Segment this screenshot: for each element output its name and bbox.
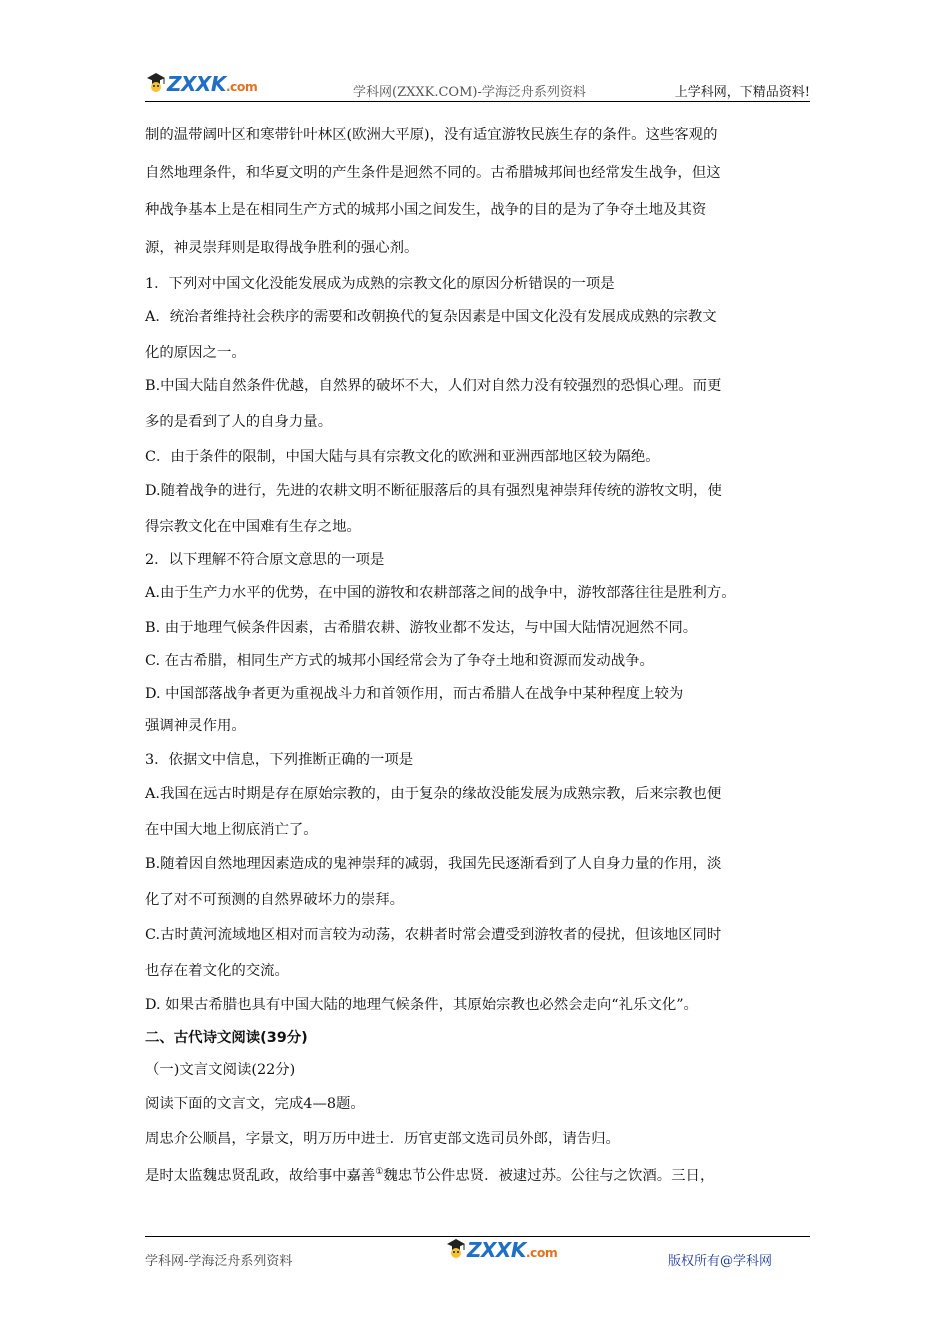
option-3a: A.我国在远古时期是存在原始宗教的，由于复杂的缘故没能发展为成熟宗教，后来宗教也便 [145,786,722,802]
page-header [145,64,810,100]
logo-suffix: .com [525,1245,558,1260]
option-3d: D. 如果古希腊也具有中国大陆的地理气候条件，其原始宗教也必然会走向“礼乐文化”。 [145,997,698,1013]
text-segment: 魏忠节公件忠贤．被逮过苏。公往与之饮酒。三日， [383,1167,715,1184]
footer-copyright: 版权所有@学科网 [668,1254,773,1269]
logo-suffix: .com [225,79,258,94]
header-slogan: 上学科网，下精品资料! [674,85,810,100]
text-segment: 是时太监魏忠贤乱政，故给事中嘉善 [145,1167,376,1184]
option-1b: B.中国大陆自然条件优越，自然界的破坏不大，人们对自然力没有较强烈的恐惧心理。而更 [145,378,722,394]
option-2a: A.由于生产力水平的优势，在中国的游牧和农耕部落之间的战争中，游牧部落往往是胜利方。 [145,585,736,601]
option-3b-cont: 化了对不可预测的自然界破坏力的崇拜。 [145,892,405,908]
zxxk-logo [145,70,257,94]
reading-instruction: 阅读下面的文言文，完成4—8题。 [145,1096,365,1112]
option-3c: C.古时黄河流域地区相对而言较为动荡，农耕者时常会遭受到游牧者的侵扰，但该地区同时 [145,927,722,943]
question-1: 1．下列对中国文化没能发展成为成熟的宗教文化的原因分析错误的一项是 [145,276,615,292]
option-1b-cont: 多的是看到了人的自身力量。 [145,414,333,430]
text-line: 种战争基本上是在相同生产方式的城邦小国之间发生，战争的目的是为了争夺土地及其资 [145,202,707,218]
text-line: 源，神灵崇拜则是取得战争胜利的强心剂。 [145,240,419,256]
option-3c-cont: 也存在着文化的交流。 [145,963,289,979]
graduation-cap-icon [145,70,167,94]
footer-zxxk-logo [445,1236,557,1260]
option-3b: B.随着因自然地理因素造成的鬼神崇拜的减弱，我国先民逐渐看到了人自身力量的作用，淡 [145,856,722,872]
logo-text: ZXXK [167,72,226,96]
option-1c: C．由于条件的限制，中国大陆与具有宗教文化的欧洲和亚洲西部地区较为隔绝。 [145,449,660,465]
question-3: 3．依据文中信息，下列推断正确的一项是 [145,752,414,768]
option-1a-cont: 化的原因之一。 [145,345,246,361]
option-2d-cont: 强调神灵作用。 [145,718,246,734]
option-2b: B. 由于地理气候条件因素，古希腊农耕、游牧业都不发达，与中国大陆情况迥然不同。 [145,620,698,636]
classical-text-line: 周忠介公顺昌，字景文，明万历中进士．历官吏部文选司员外郎，请告归。 [145,1131,620,1147]
option-1d: D.随着战争的进行，先进的农耕文明不断征服落后的具有强烈鬼神崇拜传统的游牧文明，使 [145,483,722,499]
section-heading: 二、古代诗文阅读(39分) [145,1030,308,1046]
text-line: 制的温带阔叶区和寒带针叶林区(欧洲大平原)，没有适宜游牧民族生存的条件。这些客观的 [145,127,718,143]
header-site-title: 学科网(ZXXK.COM)-学海泛舟系列资料 [353,85,586,100]
logo-text: ZXXK [467,1238,526,1262]
logo-wordmark [467,1240,557,1260]
option-3a-cont: 在中国大地上彻底消亡了。 [145,822,318,838]
option-2d: D. 中国部落战争者更为重视战斗力和首领作用，而古希腊人在战争中某种程度上较为 [145,686,684,702]
graduation-cap-icon [445,1236,467,1260]
footnote-marker: ① [375,1167,384,1177]
footer-series-name: 学科网-学海泛舟系列资料 [145,1254,293,1269]
classical-text-line [145,1162,714,1186]
logo-wordmark [167,74,257,94]
subsection-heading: （一)文言文阅读(22分) [145,1062,296,1078]
option-1d-cont: 得宗教文化在中国难有生存之地。 [145,519,361,535]
option-2c: C. 在古希腊，相同生产方式的城邦小国经常会为了争夺土地和资源而发动战争。 [145,653,654,669]
option-1a: A．统治者维持社会秩序的需要和改朝换代的复杂因素是中国文化没有发展成成熟的宗教文 [145,309,717,325]
text-line: 自然地理条件，和华夏文明的产生条件是迥然不同的。古希腊城邦间也经常发生战争，但这 [145,165,721,181]
header-divider [145,101,810,102]
question-2: 2．以下理解不符合原文意思的一项是 [145,552,385,568]
